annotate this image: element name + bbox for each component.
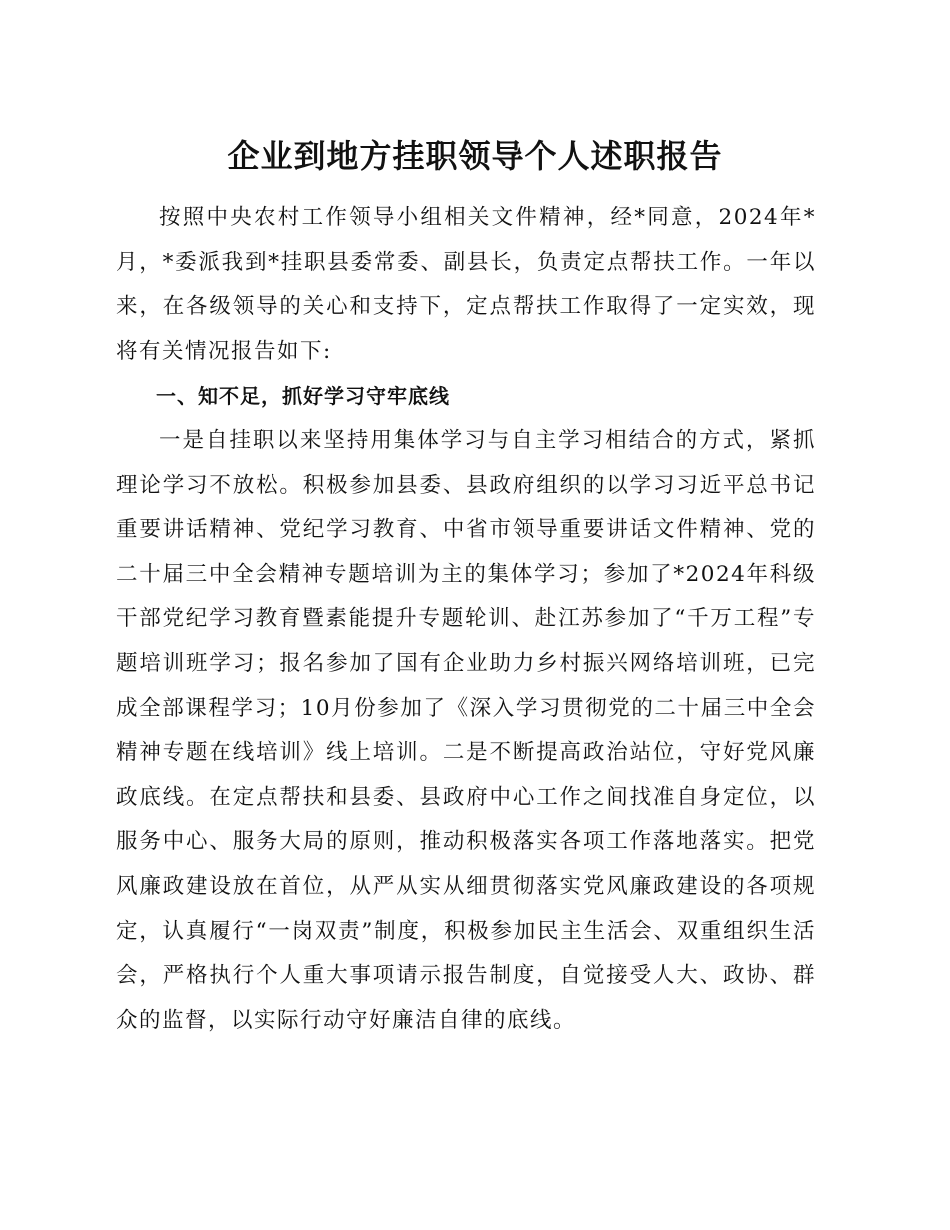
intro-paragraph: 按照中央农村工作领导小组相关文件精神，经*同意，2024年*月，*委派我到*挂职县委常委、副县长，负责定点帮扶工作。一年以来，在各级领导的关心和支持下，定点帮扶工作取得了一定实效，现将有关情况报告如下: (116, 205, 816, 364)
document-title: 企业到地方挂职领导个人述职报告 (227, 137, 723, 175)
section-paragraph: 一是自挂职以来坚持用集体学习与自主学习相结合的方式，紧抓理论学习不放松。积极参加县委、县政府组织的以学习习近平总书记重要讲话精神、党纪学习教育、中省市领导重要讲话文件精神、党的二十届三中全会精神专题培训为主的集体学习；参加了*2024年科级干部党纪学习教育暨素能提升专题轮训、赴江苏参加了“千万工程”专题培训班学习；报名参加了国有企业助力乡村振兴网络培训班，已完成全部课程学习；10月份参加了《深入学习贯彻党的二十届三中全会精神专题在线培训》线上培训。二是不断提高政治站位，守好党风廉政底线。在定点帮扶和县委、县政府中心工作之间找准自身定位，以服务中心、服务大局的原则，推动积极落实各项工作落地落实。把党风廉政建设放在首位，从严从实从细贯彻落实党风廉政建设的各项规定，认真履行“一岗双责”制度，积极参加民主生活会、双重组织生活会，严格执行个人重大事项请示报告制度，自觉接受人大、政协、群众的监督，以实际行动守好廉洁自律的底线。 (116, 427, 816, 1033)
document-body (116, 196, 816, 1043)
section-heading: 一、知不足，抓好学习守牢底线 (156, 384, 450, 409)
